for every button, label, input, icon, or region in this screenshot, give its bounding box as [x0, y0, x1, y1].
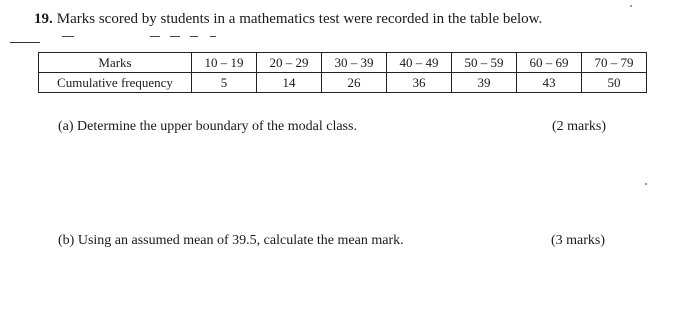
- part-a-question: [58, 118, 357, 136]
- frequency-cell: 36: [387, 73, 452, 93]
- paper-speck: [630, 5, 632, 7]
- class-cell: 40 – 49: [387, 53, 452, 73]
- class-cell: 20 – 29: [257, 53, 322, 73]
- question-number: 19.: [34, 11, 53, 27]
- class-cell: 50 – 59: [452, 53, 517, 73]
- part-a-text: Determine the upper boundary of the modal class.: [77, 119, 357, 134]
- pencil-dash: [210, 36, 216, 45]
- part-b-marks: (3 marks): [551, 233, 606, 248]
- part-b-text: Using an assumed mean of 39.5, calculate the mean mark.: [77, 233, 404, 248]
- row-header-marks: Marks: [39, 53, 192, 73]
- pencil-dash: [190, 36, 198, 45]
- part-a-marks: (2 marks): [552, 119, 607, 134]
- class-cell: 30 – 39: [322, 53, 387, 73]
- frequency-cell: 50: [582, 73, 647, 93]
- part-b-label: (b): [58, 233, 75, 248]
- class-cell: 70 – 79: [582, 53, 647, 73]
- question-text: Marks scored by students in a mathematics test were recorded in the table below.: [56, 11, 543, 27]
- pencil-dash: [170, 36, 180, 45]
- class-cell: 60 – 69: [517, 53, 582, 73]
- table-row-cumulative-frequency: [39, 73, 647, 93]
- frequency-cell: 43: [517, 73, 582, 93]
- part-a-label: (a): [58, 119, 74, 134]
- frequency-cell: 39: [452, 73, 517, 93]
- frequency-cell: 14: [257, 73, 322, 93]
- frequency-cell: 5: [192, 73, 257, 93]
- margin-rule: [10, 42, 40, 43]
- pencil-dash: [150, 36, 160, 45]
- paper-speck: [645, 183, 647, 185]
- class-cell: 10 – 19: [192, 53, 257, 73]
- table-row-marks: [39, 53, 647, 73]
- part-b-question: [58, 232, 404, 250]
- marks-table: [38, 52, 647, 93]
- frequency-cell: 26: [322, 73, 387, 93]
- pencil-dash: [62, 36, 74, 45]
- question-heading: [34, 10, 542, 28]
- row-header-cumulative-frequency: Cumulative frequency: [39, 73, 192, 93]
